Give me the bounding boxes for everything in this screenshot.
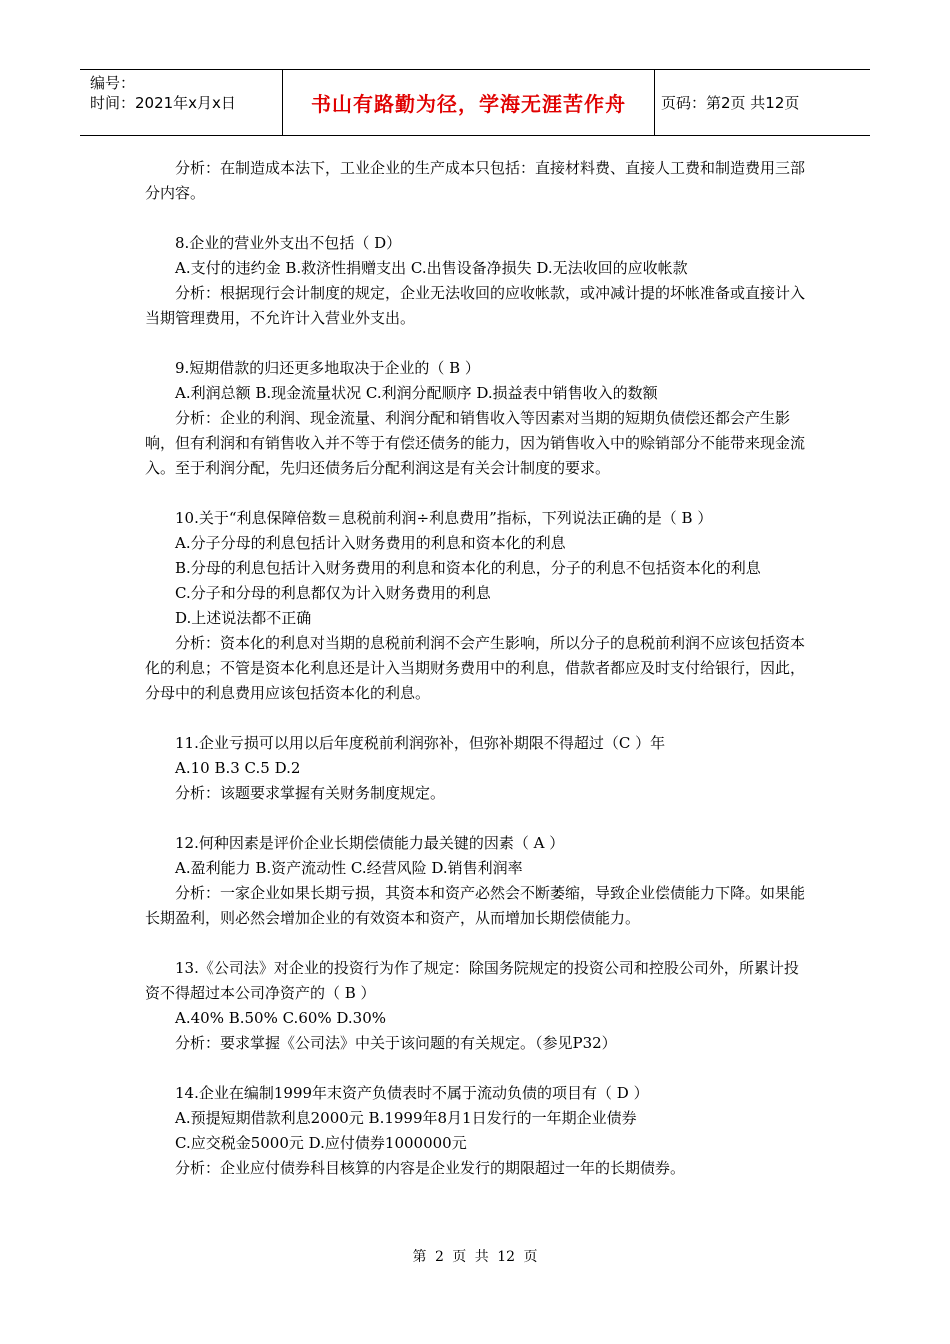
q12-options: A.盈利能力 B.资产流动性 C.经营风险 D.销售利润率 <box>175 859 523 877</box>
page-footer: 第 2 页 共 12 页 <box>412 1249 538 1265</box>
q12-analysis: 分析：一家企业如果长期亏损，其资本和资产必然会不断萎缩，导致企业偿债能力下降。如果能长期盈利，则必然会增加企业的有效资本和资产，从而增加长期偿债能力。 <box>145 884 806 927</box>
header-motto: 书山有路勤为径，学海无涯苦作舟 <box>283 70 655 135</box>
q9-question: 9.短期借款的归还更多地取决于企业的（ B ） <box>175 359 480 377</box>
q14-options-1: A.预提短期借款利息2000元 B.1999年8月1日发行的一年期企业债券 <box>175 1109 637 1127</box>
q8-analysis: 分析：根据现行会计制度的规定，企业无法收回的应收帐款，或冲减计提的坏帐准备或直接计入当期管理费用，不允许计入营业外支出。 <box>145 284 806 327</box>
q10-option-c: C.分子和分母的利息都仅为计入财务费用的利息 <box>175 584 491 602</box>
q13-question: 13.《公司法》对企业的投资行为作了规定：除国务院规定的投资公司和控股公司外，所累计投资不得超过本公司净资产的（ B ） <box>145 959 799 1002</box>
q11-question: 11.企业亏损可以用以后年度税前利润弥补，但弥补期限不得超过（C ）年 <box>175 734 666 752</box>
q9-analysis: 分析：企业的利润、现金流量、利润分配和销售收入等因素对当期的短期负债偿还都会产生影响，但有利润和有销售收入并不等于有偿还债务的能力，因为销售收入中的赊销部分不能带来现金流入。至于利润分配，先归还债务后分配利润这是有关会计制度的要求。 <box>145 409 806 477</box>
header-page-code: 页码：第2页 共12页 <box>661 94 800 112</box>
q12-question: 12.何种因素是评价企业长期偿债能力最关键的因素（ A ） <box>175 834 565 852</box>
q9-options: A.利润总额 B.现金流量状况 C.利润分配顺序 D.损益表中销售收入的数额 <box>175 384 658 402</box>
q10-option-b: B.分母的利息包括计入财务费用的利息和资本化的利息，分子的利息不包括资本化的利息 <box>175 559 761 577</box>
q13-analysis: 分析：要求掌握《公司法》中关于该问题的有关规定。（参见P32） <box>175 1034 617 1052</box>
number-label: 编号： <box>90 74 136 92</box>
document-body <box>145 156 805 1181</box>
document-header <box>80 69 870 136</box>
q14-options-2: C.应交税金5000元 D.应付债券1000000元 <box>175 1134 467 1152</box>
q14-analysis: 分析：企业应付债券科目核算的内容是企业发行的期限超过一年的长期债券。 <box>175 1159 686 1177</box>
q11-analysis: 分析：该题要求掌握有关财务制度规定。 <box>175 784 446 802</box>
q14-question: 14.企业在编制1999年末资产负债表时不属于流动负债的项目有（ D ） <box>175 1084 649 1102</box>
q8-question: 8.企业的营业外支出不包括（ D） <box>175 234 402 252</box>
q10-option-d: D.上述说法都不正确 <box>175 609 312 627</box>
q13-options: A.40% B.50% C.60% D.30% <box>175 1009 387 1027</box>
q10-analysis: 分析：资本化的利息对当期的息税前利润不会产生影响，所以分子的息税前利润不应该包括资本化的利息；不管是资本化利息还是计入当期财务费用中的利息，借款者都应及时支付给银行，因此，分母中的利息费用应该包括资本化的利息。 <box>145 634 806 702</box>
q10-option-a: A.分子分母的利息包括计入财务费用的利息和资本化的利息 <box>175 534 566 552</box>
q11-options: A.10 B.3 C.5 D.2 <box>175 759 301 777</box>
q8-options: A.支付的违约金 B.救济性捐赠支出 C.出售设备净损失 D.无法收回的应收帐款 <box>175 259 688 277</box>
q10-question: 10.关于“利息保障倍数＝息税前利润÷利息费用”指标，下列说法正确的是（ B ） <box>175 509 713 527</box>
time-label: 时间：2021年x月x日 <box>90 94 236 112</box>
q7-analysis: 分析：在制造成本法下，工业企业的生产成本只包括：直接材料费、直接人工费和制造费用三部分内容。 <box>145 159 806 202</box>
header-info-cell <box>80 70 283 135</box>
